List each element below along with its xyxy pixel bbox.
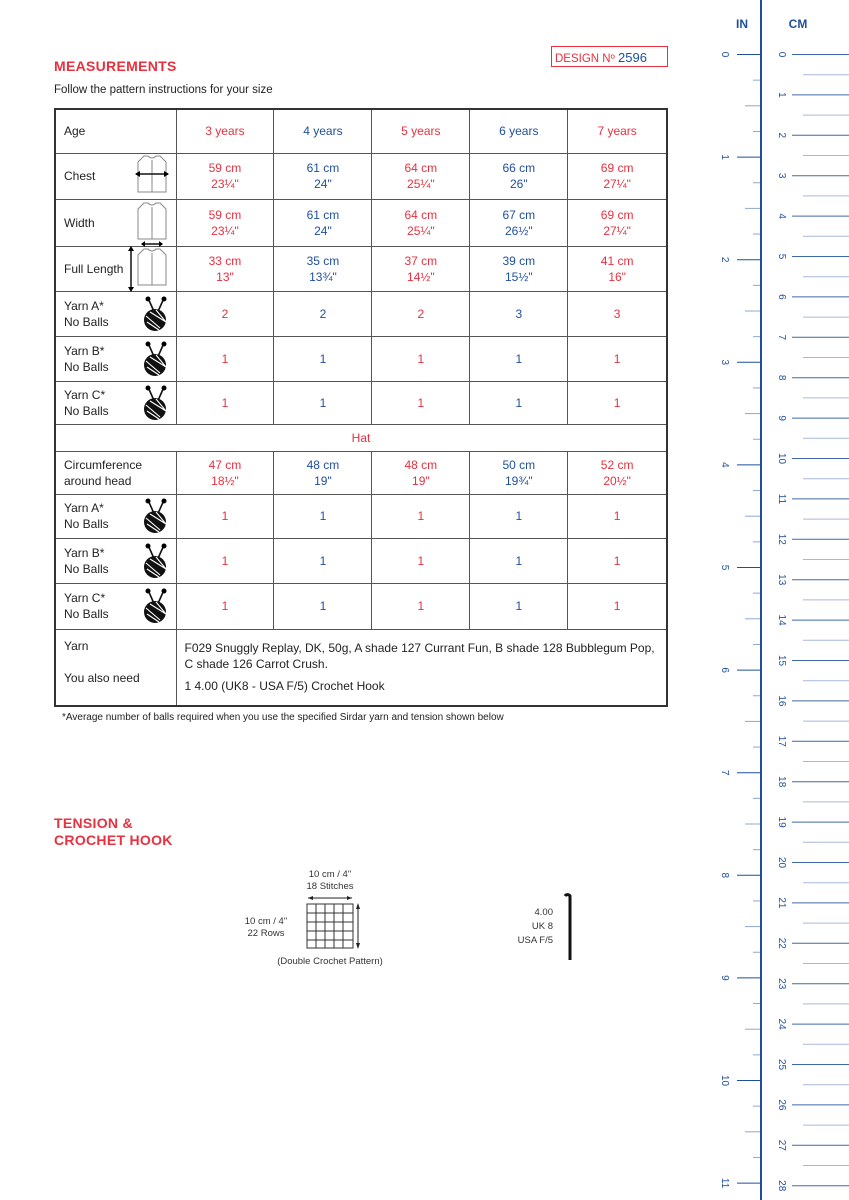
yarn-ball-icon [138, 498, 172, 534]
inch-label: 5 [719, 564, 730, 571]
table-cell: 1 [470, 494, 568, 538]
table-cell: 1 [470, 381, 568, 424]
age-row [55, 109, 667, 153]
inch-value: 16" [608, 269, 626, 284]
crochet-hook-icon [563, 890, 577, 962]
table-cell: 2 [274, 291, 372, 336]
table-cell [274, 153, 372, 199]
cm-value: 47 cm [208, 457, 242, 472]
cm-value: 48 cm [306, 457, 340, 472]
cm-value: 61 cm [306, 161, 340, 175]
cm-value: 48 cm [404, 457, 438, 472]
cm-value: 59 cm [208, 161, 242, 175]
cm-label: 21 [776, 897, 787, 909]
intro-text: Follow the pattern instructions for your size [54, 84, 273, 96]
table-cell [176, 199, 274, 246]
cm-label: 17 [776, 735, 787, 747]
ruler-cm-label: CM [788, 17, 808, 31]
cm-label: 7 [776, 334, 787, 341]
footnote: *Average number of balls required when you use the specified Sirdar yarn and tension shown below [62, 712, 504, 723]
hat-heading: Hat [55, 424, 667, 451]
row-label-text: Yarn B* [64, 545, 105, 560]
row-label-sub: No Balls [64, 607, 109, 621]
inch-label: 11 [719, 1177, 730, 1189]
table-cell [176, 153, 274, 199]
table-row [55, 336, 667, 381]
yarn-ball-icon [138, 588, 172, 624]
age-header: 7 years [568, 109, 667, 153]
table-cell: 1 [470, 583, 568, 629]
table-cell: 1 [568, 336, 667, 381]
row-label-text: Yarn C* [64, 591, 106, 605]
cm-value: 66 cm [502, 161, 536, 175]
row-label-text: Circumference [64, 457, 143, 472]
cm-label: 6 [776, 294, 787, 300]
design-label: DESIGN Nº [555, 53, 615, 65]
inch-label: 10 [719, 1074, 730, 1087]
table-cell: 1 [372, 336, 470, 381]
table-cell: 3 [568, 291, 667, 336]
row-label-text: Full Length [64, 261, 124, 276]
table-cell: 1 [274, 381, 372, 424]
row-label-sub: No Balls [64, 359, 109, 374]
yarn-ball-icon [138, 341, 172, 377]
inch-value: 20½" [603, 473, 631, 488]
need-value: 1 4.00 (UK8 - USA F/5) Crochet Hook [184, 679, 385, 694]
cm-label: 4 [776, 213, 787, 219]
inch-value: 26" [509, 177, 528, 191]
cm-label: 18 [776, 776, 787, 788]
hook-mm: 4.00 [534, 907, 553, 918]
table-row [55, 246, 667, 291]
table-cell: 1 [176, 583, 274, 629]
row-label [55, 153, 176, 199]
table-cell: 1 [274, 583, 372, 629]
cm-value: 35 cm [306, 253, 340, 268]
inch-value: 18½" [211, 473, 239, 488]
table-cell [470, 246, 568, 291]
row-label-sub: No Balls [64, 403, 109, 418]
row-label [55, 291, 176, 336]
cm-label: 5 [776, 253, 787, 260]
garment-width-icon [128, 199, 172, 247]
hook-size-labels [505, 906, 553, 948]
cm-label: 25 [776, 1058, 787, 1071]
table-row [55, 538, 667, 583]
age-header: 4 years [274, 109, 372, 153]
cm-label: 0 [776, 51, 787, 58]
row-label [55, 583, 176, 629]
ruler-in-label: IN [736, 17, 748, 31]
row-label-text: Yarn A* [64, 501, 104, 515]
cm-label: 22 [776, 937, 787, 949]
cm-label: 20 [776, 856, 787, 869]
cm-label: 1 [776, 92, 787, 98]
inch-label: 2 [719, 256, 730, 263]
garment-chest-icon [128, 152, 172, 200]
table-cell [372, 199, 470, 246]
cm-label: 16 [776, 695, 787, 707]
row-label-sub: around head [64, 473, 132, 488]
inch-value: 13¾" [309, 269, 337, 284]
cm-value: 37 cm [404, 253, 438, 268]
table-cell: 1 [274, 494, 372, 538]
table-cell: 1 [372, 494, 470, 538]
need-label: You also need [64, 670, 140, 685]
table-cell: 1 [470, 336, 568, 381]
cm-label: 13 [776, 574, 787, 586]
tension-title-line2: CROCHET HOOK [54, 832, 173, 848]
cm-label: 3 [776, 172, 787, 179]
inch-value: 23¼" [211, 177, 239, 191]
cm-value: 61 cm [306, 207, 340, 222]
inch-value: 14½" [407, 269, 435, 284]
tension-width-label [290, 869, 370, 893]
stitch-count: 18 Stitches [306, 881, 354, 892]
row-label-sub: No Balls [64, 517, 109, 531]
cm-value: 67 cm [502, 207, 536, 222]
inch-value: 25¼" [407, 223, 435, 238]
width-measure: 10 cm / 4" [308, 869, 352, 880]
cm-value: 64 cm [404, 207, 438, 222]
table-row [55, 199, 667, 246]
yarn-info-row [55, 629, 667, 706]
table-cell [372, 246, 470, 291]
design-number: 2596 [618, 50, 647, 65]
measurements-heading: MEASUREMENTS [54, 58, 177, 74]
cm-label: 27 [776, 1139, 787, 1151]
garment-length-icon [128, 245, 172, 293]
table-cell: 1 [568, 538, 667, 583]
tension-swatch-icon [300, 895, 370, 953]
tension-title-line1: TENSION & [54, 815, 133, 831]
inch-value: 26½" [504, 223, 533, 238]
table-cell: 1 [470, 538, 568, 583]
cm-label: 10 [776, 452, 787, 465]
row-label [55, 538, 176, 583]
inch-value: 13" [216, 269, 234, 284]
table-cell: 1 [274, 336, 372, 381]
cm-value: 64 cm [404, 161, 438, 175]
table-cell [372, 451, 470, 494]
yarn-label: Yarn [64, 638, 89, 653]
table-row [55, 291, 667, 336]
yarn-info-cell [176, 629, 667, 706]
age-header: 3 years [176, 109, 274, 153]
table-cell [470, 153, 568, 199]
inch-value: 27¼" [603, 177, 631, 191]
table-cell: 3 [470, 291, 568, 336]
tension-pattern-label: (Double Crochet Pattern) [277, 956, 383, 967]
row-label [55, 246, 176, 291]
table-cell: 1 [568, 583, 667, 629]
cm-value: 41 cm [600, 253, 634, 268]
inch-value: 24" [314, 223, 332, 238]
hook-usa: USA F/5 [517, 935, 553, 946]
ruler [700, 0, 849, 1200]
row-label [55, 629, 176, 706]
inch-label: 1 [719, 154, 730, 160]
row-count: 22 Rows [247, 928, 285, 939]
table-cell: 2 [176, 291, 274, 336]
inch-value: 27¼" [603, 223, 631, 238]
cm-label: 28 [776, 1180, 787, 1192]
table-row [55, 583, 667, 629]
inch-label: 3 [719, 359, 730, 366]
table-cell [176, 246, 274, 291]
table-cell: 1 [274, 538, 372, 583]
table-row [55, 451, 667, 494]
table-row [55, 494, 667, 538]
table-cell [274, 199, 372, 246]
row-label-text: Yarn A* [64, 298, 104, 313]
table-cell: 2 [372, 291, 470, 336]
inch-label: 8 [719, 872, 730, 879]
inch-value: 19" [314, 473, 332, 488]
table-cell [470, 451, 568, 494]
table-cell: 1 [372, 583, 470, 629]
row-label [55, 336, 176, 381]
row-label-text: Width [64, 215, 95, 230]
cm-label: 11 [776, 493, 787, 505]
table-cell: 1 [372, 381, 470, 424]
inch-label: 6 [719, 667, 730, 673]
row-label [55, 451, 176, 494]
cm-value: 69 cm [600, 161, 634, 175]
cm-label: 15 [776, 654, 787, 667]
inch-value: 25¼" [407, 177, 435, 191]
cm-value: 39 cm [502, 253, 536, 268]
height-measure: 10 cm / 4" [244, 916, 288, 927]
tension-heading [54, 815, 173, 849]
cm-value: 69 cm [600, 207, 634, 222]
measurements-table [54, 108, 668, 707]
table-cell: 1 [176, 494, 274, 538]
table-cell: 1 [372, 538, 470, 583]
cm-value: 50 cm [502, 457, 536, 472]
row-label-text: Chest [64, 169, 96, 183]
row-label: Age [55, 109, 176, 153]
cm-label: 14 [776, 614, 787, 626]
age-header: 6 years [470, 109, 568, 153]
yarn-ball-icon [138, 296, 172, 332]
table-cell: 1 [176, 538, 274, 583]
yarn-value: F029 Snuggly Replay, DK, 50g, A shade 127 Currant Fun, B shade 128 Bubblegum Pop, C shade 126 Carrot Crush. [184, 641, 655, 672]
table-cell: 1 [568, 381, 667, 424]
table-cell: 1 [568, 494, 667, 538]
inch-label: 4 [719, 462, 730, 468]
yarn-ball-icon [138, 385, 172, 421]
table-cell [568, 199, 667, 246]
row-label [55, 381, 176, 424]
cm-label: 2 [776, 132, 787, 139]
row-label [55, 494, 176, 538]
table-cell [568, 451, 667, 494]
tension-height-label [235, 916, 297, 940]
inch-value: 19¾" [504, 473, 533, 488]
table-cell [274, 246, 372, 291]
table-cell [274, 451, 372, 494]
table-row [55, 381, 667, 424]
row-label-sub: No Balls [64, 561, 109, 576]
row-label-text: Yarn C* [64, 387, 106, 402]
table-cell [176, 451, 274, 494]
cm-label: 9 [776, 415, 787, 421]
table-cell [372, 153, 470, 199]
inch-label: 9 [719, 975, 730, 981]
table-cell: 1 [176, 381, 274, 424]
inch-value: 23¼" [211, 223, 239, 238]
design-number-box [551, 46, 668, 67]
inch-value: 19" [412, 473, 430, 488]
age-header: 5 years [372, 109, 470, 153]
cm-value: 59 cm [208, 207, 242, 222]
row-label [55, 199, 176, 246]
inch-label: 7 [719, 769, 730, 776]
cm-value: 33 cm [208, 253, 242, 268]
inch-label: 0 [719, 51, 730, 58]
cm-label: 8 [776, 374, 787, 381]
row-label-sub: No Balls [64, 314, 109, 329]
table-cell: 1 [176, 336, 274, 381]
inch-value: 15½" [504, 269, 533, 284]
table-cell [568, 246, 667, 291]
cm-label: 23 [776, 978, 787, 990]
table-cell [568, 153, 667, 199]
cm-label: 12 [776, 533, 787, 545]
hat-heading-row [55, 424, 667, 451]
inch-value: 24" [314, 177, 332, 191]
yarn-ball-icon [138, 543, 172, 579]
cm-value: 52 cm [600, 457, 634, 472]
hook-uk: UK 8 [531, 921, 553, 932]
table-row [55, 153, 667, 199]
cm-label: 24 [776, 1018, 787, 1030]
cm-label: 26 [776, 1099, 787, 1111]
cm-label: 19 [776, 816, 787, 828]
row-label-text: Yarn B* [64, 343, 105, 358]
table-cell [470, 199, 568, 246]
